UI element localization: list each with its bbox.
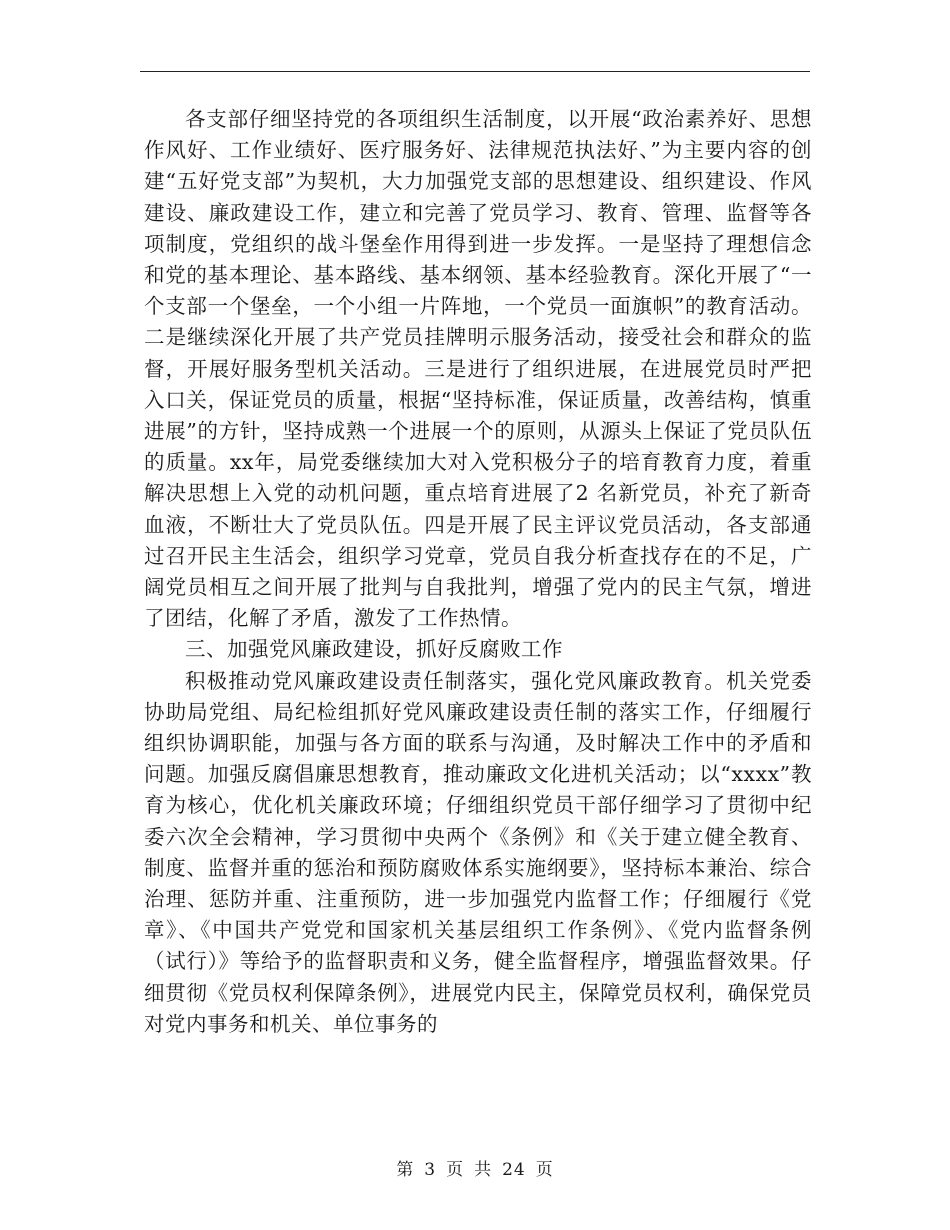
- footer-current-page: 3: [424, 1160, 437, 1180]
- document-body: [144, 104, 812, 1040]
- page-number-footer: [0, 1155, 950, 1180]
- footer-total-pages: 24: [502, 1160, 526, 1180]
- footer-suffix: 页: [535, 1160, 554, 1180]
- section-heading-anti-corruption: 三、加强党风廉政建设，抓好反腐败工作: [185, 637, 563, 662]
- footer-prefix: 第: [396, 1160, 415, 1180]
- header-rule: [140, 71, 810, 72]
- paragraph-anti-corruption: 积极推动党风廉政建设责任制落实，强化党风廉政教育。机关党委协助局党组、局纪检组抓好党风廉政建设责任制的落实工作，仔细履行组织协调职能，加强与各方面的联系与沟通，及时解决工作中的矛盾和问题。加强反腐倡廉思想教育，推动廉政文化进机关活动；以“xxxx”教育为核心，优化机关廉政环境；仔细组织党员干部仔细学习了贯彻中纪委六次全会精神，学习贯彻中央两个《条例》和《关于建立健全教育、制度、监督并重的惩治和预防腐败体系实施纲要》，坚持标本兼治、综合治理、惩防并重、注重预防，进一步加强党内监督工作；仔细履行《党章》、《中国共产党党和国家机关基层组织工作条例》、《党内监督条例（试行）》等给予的监督职责和义务，健全监督程序，增强监督效果。仔细贯彻《党员权利保障条例》，进展党内民主，保障党员权利，确保党员对党内事务和机关、单位事务的: [144, 668, 812, 1036]
- footer-page-word: 页: [446, 1160, 465, 1180]
- paragraph-branch-activities: 各支部仔细坚持党的各项组织生活制度，以开展“政治素养好、思想作风好、工作业绩好、医疗服务好、法律规范执法好、”为主要内容的创建“五好党支部”为契机，大力加强党支部的思想建设、组织建设、作风建设、廉政建设工作，建立和完善了党员学习、教育、管理、监督等各项制度，党组织的战斗堡垒作用得到进一步发挥。一是坚持了理想信念和党的基本理论、基本路线、基本纲领、基本经验教育。深化开展了“一个支部一个堡垒，一个小组一片阵地，一个党员一面旗帜”的教育活动。二是继续深化开展了共产党员挂牌明示服务活动，接受社会和群众的监督，开展好服务型机关活动。三是进行了组织进展，在进展党员时严把入口关，保证党员的质量，根据“坚持标准，保证质量，改善结构，慎重进展”的方针，坚持成熟一个进展一个的原则，从源头上保证了党员队伍的质量。xx年，局党委继续加大对入党积极分子的培育教育力度，着重解决思想上入党的动机问题，重点培育进展了2 名新党员，补充了新奇血液，不断壮大了党员队伍。四是开展了民主评议党员活动，各支部通过召开民主生活会，组织学习党章，党员自我分析查找存在的不足，广阔党员相互之间开展了批判与自我批判，增强了党内的民主气氛，增进了团结，化解了矛盾，激发了工作热情。: [144, 107, 812, 631]
- footer-total-word: 共: [474, 1160, 493, 1180]
